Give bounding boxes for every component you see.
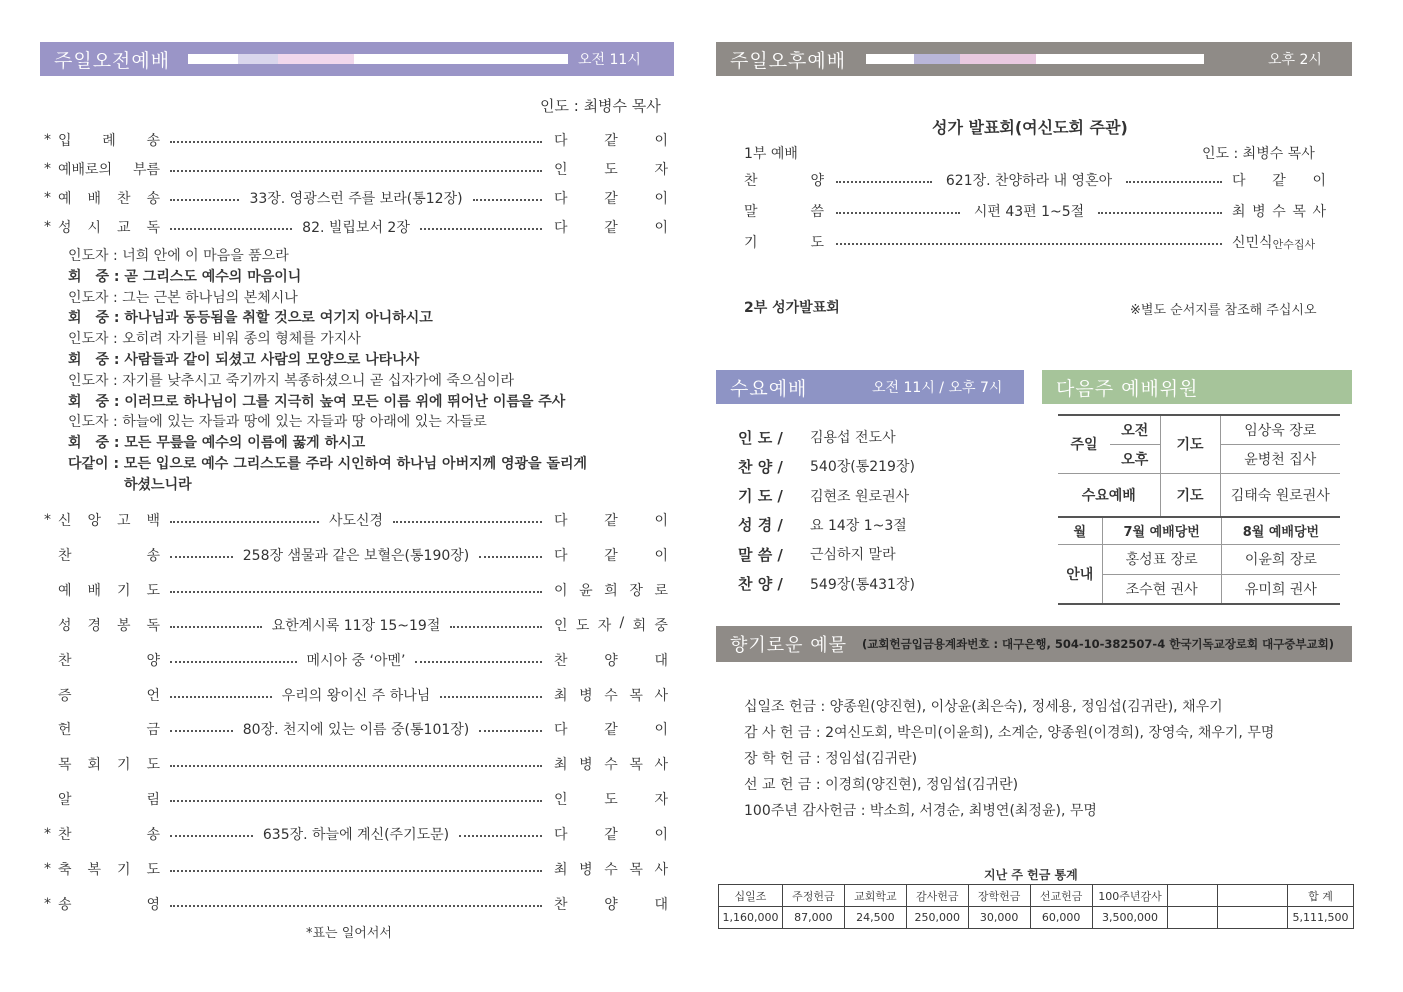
part2-label: 2부 성가발표회: [744, 300, 840, 316]
part1-label: 1부 예배: [744, 146, 798, 162]
stats-header: 주정헌금: [782, 885, 844, 907]
litany-line: 인도자 : 오히려 자기를 비워 종의 형체를 가지사: [68, 331, 361, 348]
order-person: 다 같 이: [554, 133, 668, 149]
duty-aug1: 이윤희 장로: [1221, 544, 1340, 574]
wed-key: 기 도 /: [738, 487, 783, 506]
order-label: 예 배 찬 송: [58, 191, 160, 207]
dotted-leader: [415, 661, 542, 663]
wednesday-row: [738, 483, 909, 509]
order-label: 증 언: [58, 687, 160, 704]
order-row: [44, 216, 668, 238]
stats-title: 지난 주 헌금 통계: [984, 868, 1078, 882]
wed-key: 말 씀 /: [738, 545, 783, 564]
dotted-leader: [170, 870, 542, 872]
morning-litany: [68, 246, 587, 496]
order-person: 다 같 이: [1232, 173, 1326, 189]
litany-line: 인도자 : 너희 안에 이 마음을 품으라: [68, 248, 289, 264]
stats-header: 장학헌금: [968, 885, 1030, 907]
duty-aug2: 유미희 권사: [1221, 574, 1340, 604]
dotted-leader: [170, 765, 542, 767]
stand-mark: *: [44, 190, 51, 206]
dotted-leader: [170, 661, 297, 663]
afternoon-row: [744, 230, 1326, 254]
order-content: 사도신경: [328, 513, 384, 529]
stand-mark: *: [44, 132, 51, 148]
stand-mark: *: [44, 512, 51, 528]
order-row: [44, 614, 668, 636]
stats-value: [1168, 907, 1218, 929]
order-row: [44, 187, 668, 209]
stats-value: 250,000: [906, 907, 968, 929]
cmt-pm-name: 윤병천 집사: [1220, 444, 1340, 473]
order-row: [44, 753, 668, 775]
dotted-leader: [459, 835, 542, 837]
dotted-leader: [836, 243, 1222, 245]
dotted-leader: [420, 228, 542, 230]
dotted-leader: [836, 212, 960, 214]
wed-key: 찬 양 /: [738, 457, 783, 476]
dotted-leader: [170, 905, 542, 907]
afternoon-subtitle: 성가 발표회(여신도회 주관): [932, 118, 1128, 137]
order-person: 최 병 수 목 사: [554, 862, 668, 878]
wed-value: 근심하지 말라: [810, 547, 896, 564]
order-content: 메시아 중 ‘아멘’: [306, 652, 406, 669]
order-label: 찬 송: [58, 827, 160, 844]
order-content: 요한계시록 11장 15~19절: [271, 617, 441, 634]
offering-header: [716, 626, 1352, 662]
dotted-leader: [170, 730, 233, 732]
dotted-leader: [836, 181, 932, 183]
header-strip: [188, 54, 568, 64]
order-person: 다 같 이: [554, 722, 669, 739]
stand-mark: *: [44, 861, 51, 877]
order-content: 635장. 하늘에 계신(주기도문): [262, 827, 450, 844]
stats-header: [1168, 885, 1218, 907]
order-label: 말 씀: [744, 204, 824, 220]
dotted-leader: [170, 696, 272, 698]
order-content: 시편 43편 1~5절: [973, 204, 1085, 220]
order-content: 621장. 찬양하라 내 영혼아: [945, 173, 1113, 189]
footnote: *표는 일어서서: [306, 926, 392, 941]
part2-note: ※별도 순서지를 참조해 주십시오: [1130, 303, 1317, 318]
stats-value: 87,000: [782, 907, 844, 929]
order-row: [44, 823, 668, 845]
afternoon-time: 오후 2시: [1268, 52, 1322, 68]
order-label: 축 복 기 도: [58, 862, 160, 878]
offering-lines: [744, 694, 1274, 824]
wed-key: 인 도 /: [738, 428, 783, 447]
dotted-leader: [1098, 212, 1222, 214]
order-label: 찬 양: [744, 173, 824, 189]
order-person: 최 병 수 목 사: [554, 687, 668, 704]
dotted-leader: [170, 141, 542, 143]
order-person: 신민식 안수집사: [1232, 235, 1316, 251]
offering-line: 십일조 헌금 : 양종원(양진현), 이상윤(최은숙), 정세용, 정임섭(김귀란), 채우기: [744, 699, 1223, 715]
order-person: 다 같 이: [554, 191, 668, 207]
order-person: 다 같 이: [554, 827, 668, 844]
dotted-leader: [170, 521, 319, 523]
order-person: 최 병 수 목 사: [554, 757, 668, 774]
dotted-leader: [170, 591, 542, 593]
duty-aug: 8월 예배당번: [1221, 518, 1340, 544]
wed-key: 찬 양 /: [738, 575, 783, 593]
order-row: [44, 858, 668, 880]
order-row: [44, 684, 668, 706]
order-person: 인 도 자 / 회 중: [554, 614, 668, 634]
afternoon-row: [744, 199, 1326, 223]
order-content: 우리의 왕이신 주 하나님: [281, 687, 431, 704]
litany-line: 회 중 : 사람들과 같이 되셨고 사람의 모양으로 나타나사: [68, 351, 420, 368]
litany-line: 다같이 : 모든 입으로 예수 그리스도를 주라 시인하여 하나님 아버지께 영광을 돌리게: [68, 455, 588, 472]
order-content: 82. 빌립보서 2장: [302, 220, 410, 236]
order-label: 목 회 기 도: [58, 757, 160, 774]
dotted-leader: [170, 170, 542, 172]
stats-value: 3,500,000: [1092, 907, 1168, 929]
wednesday-time: 오전 11시 / 오후 7시: [872, 380, 1003, 396]
afternoon-title: 주일오후예배: [730, 49, 847, 72]
dotted-leader: [170, 835, 253, 837]
committee-table: [1058, 414, 1340, 518]
cmt-sunday: 주일: [1058, 415, 1110, 473]
dotted-leader: [440, 696, 542, 698]
order-content: 33장. 영광스런 주를 보라(통12장): [249, 191, 463, 207]
order-row: [44, 509, 668, 531]
stats-value-row: [719, 907, 1354, 929]
morning-leader: 인도 : 최병수 목사: [540, 97, 661, 115]
afternoon-leader: 인도 : 최병수 목사: [1202, 146, 1315, 162]
afternoon-row: [744, 168, 1326, 192]
order-row: [44, 649, 668, 671]
stats-value: 1,160,000: [719, 907, 783, 929]
offering-title: 향기로운 예물: [730, 635, 848, 656]
wed-key: 성 경 /: [738, 516, 783, 535]
offering-line: 선 교 헌 금 : 이경희(양진현), 정임섭(김귀란): [744, 777, 1019, 793]
litany-line: 인도자 : 그는 근본 하나님의 본체시나: [68, 289, 298, 306]
cmt-wed-prayer: 기도: [1160, 473, 1220, 517]
wednesday-header: [716, 370, 1024, 404]
order-person: 다 같 이: [554, 547, 669, 564]
dotted-leader: [170, 626, 262, 628]
litany-line: 회 중 : 곧 그리스도 예수의 마음이니: [68, 268, 302, 285]
wednesday-row: [738, 571, 915, 597]
cmt-wed: 수요예배: [1058, 473, 1160, 517]
order-row: [44, 893, 668, 915]
order-row: [44, 788, 668, 810]
order-person: 다 같 이: [554, 513, 669, 529]
dotted-leader: [170, 199, 239, 201]
wednesday-title: 수요예배: [730, 377, 808, 400]
litany-line: 회 중 : 이러므로 하나님이 그를 지극히 높여 모든 이름 위에 뛰어난 이름을 주사: [68, 393, 566, 410]
dotted-leader: [450, 626, 542, 628]
order-person: 최 병 수 목 사: [1232, 204, 1326, 220]
duty-table: [1058, 518, 1340, 605]
order-label: 송 영: [58, 896, 160, 913]
morning-time: 오전 11시: [578, 52, 641, 68]
cmt-am-name: 임상욱 장로: [1220, 415, 1340, 444]
stats-header: [1218, 885, 1288, 907]
wednesday-row: [738, 424, 896, 450]
stats-header: 교회학교: [844, 885, 906, 907]
duty-month: 월: [1058, 518, 1102, 544]
offering-line: 장 학 헌 금 : 정임섭(김귀란): [744, 751, 918, 767]
cmt-am: 오전: [1110, 415, 1160, 444]
stats-value: 60,000: [1030, 907, 1092, 929]
litany-line: 회 중 : 모든 무릎을 예수의 이름에 꿇게 하시고: [68, 435, 366, 452]
duty-guide: 안내: [1066, 566, 1094, 583]
order-label: 신 앙 고 백: [58, 513, 160, 529]
order-label: 찬 양: [58, 652, 160, 669]
order-person: 찬 양 대: [554, 896, 668, 913]
litany-line: 인도자 : 자기를 낮추시고 죽기까지 복종하셨으니 곧 십자가에 죽으심이라: [68, 372, 515, 389]
offering-line: 감 사 헌 금 : 2여신도회, 박은미(이윤희), 소계순, 양종원(이경희), 장영숙, 채우기, 무명: [744, 725, 1275, 741]
wed-value: 540장(통219장): [810, 459, 915, 476]
order-label: 기 도: [744, 235, 824, 251]
order-label: 헌 금: [58, 722, 160, 739]
order-label: 예 배 기 도: [58, 582, 160, 599]
litany-line: 인도자 : 하늘에 있는 자들과 땅에 있는 자들과 땅 아래에 있는 자들로: [68, 414, 487, 431]
duty-jul: 7월 예배당번: [1102, 518, 1221, 544]
dotted-leader: [479, 730, 542, 732]
order-content: 258장 샘물과 같은 보혈은(통190장): [242, 547, 470, 564]
dotted-leader: [393, 521, 542, 523]
order-row: [44, 544, 668, 566]
order-row: [44, 579, 668, 601]
stand-mark: *: [44, 219, 51, 235]
stats-header: 선교헌금: [1030, 885, 1092, 907]
order-person: 이 윤 희 장 로: [554, 582, 668, 599]
cmt-wed-name: 김태숙 원로권사: [1220, 473, 1340, 517]
litany-line: 하셨느니라: [68, 476, 192, 493]
stats-value: 24,500: [844, 907, 906, 929]
dotted-leader: [170, 556, 233, 558]
wed-value: 김용섭 전도사: [810, 430, 896, 446]
offering-account: (교회헌금입금용계좌번호 : 대구은행, 504-10-382507-4 한국기독교장로회 대구중부교회): [862, 637, 1334, 651]
morning-header: [40, 42, 674, 76]
order-person: 다 같 이: [554, 220, 669, 236]
litany-line: 회 중 : 하나님과 동등됨을 취할 것으로 여기지 아니하시고: [68, 310, 433, 327]
morning-title: 주일오전예배: [54, 49, 171, 72]
afternoon-header: [716, 42, 1352, 76]
order-label: 성 시 교 독: [58, 220, 160, 236]
cmt-pm: 오후: [1110, 444, 1160, 473]
order-person: 찬 양 대: [554, 652, 669, 669]
committee-title: 다음주 예배위원: [1056, 377, 1199, 400]
order-person: 인 도 자: [554, 162, 668, 178]
dotted-leader: [170, 800, 542, 802]
offering-line: 100주년 감사헌금 : 박소희, 서경순, 최병연(최정윤), 무명: [744, 803, 1097, 819]
order-content: 80장. 천지에 있는 이름 중(통101장): [242, 722, 470, 739]
committee-header: [1042, 370, 1352, 404]
wed-value: 요 14장 1~3절: [810, 517, 907, 534]
duty-jul1: 홍성표 장로: [1102, 544, 1221, 574]
stand-mark: *: [44, 895, 51, 912]
duty-jul2: 조수현 권사: [1102, 574, 1221, 604]
stand-mark: *: [44, 826, 51, 843]
order-person: 인 도 자: [554, 792, 668, 809]
order-label: 입 례 송: [58, 133, 160, 149]
wednesday-row: [738, 541, 896, 567]
order-label: 알 림: [58, 792, 160, 809]
order-label: 예배로의 부름: [58, 162, 160, 178]
wednesday-row: [738, 453, 915, 479]
stats-header: 합 계: [1287, 885, 1353, 907]
cmt-prayer: 기도: [1160, 415, 1220, 473]
stats-header: 십일조: [719, 885, 783, 907]
stats-header-row: [719, 885, 1354, 907]
header-strip: [866, 54, 1204, 64]
stats-header: 감사헌금: [906, 885, 968, 907]
order-label: 찬 송: [58, 547, 160, 564]
dotted-leader: [479, 556, 542, 558]
stand-mark: *: [44, 161, 51, 177]
dotted-leader: [170, 228, 292, 230]
wed-value: 김현조 원로권사: [810, 488, 910, 505]
stats-value: 5,111,500: [1287, 907, 1353, 929]
stats-value: 30,000: [968, 907, 1030, 929]
stats-value: [1218, 907, 1288, 929]
dotted-leader: [1126, 181, 1222, 183]
order-row: [44, 718, 668, 740]
order-label: 성 경 봉 독: [58, 617, 160, 634]
order-row: [44, 129, 668, 151]
wed-value: 549장(통431장): [810, 576, 915, 593]
stats-table: [718, 884, 1354, 929]
wednesday-row: [738, 512, 907, 538]
order-row: [44, 158, 668, 180]
stats-header: 100주년감사: [1092, 885, 1168, 907]
dotted-leader: [473, 199, 542, 201]
